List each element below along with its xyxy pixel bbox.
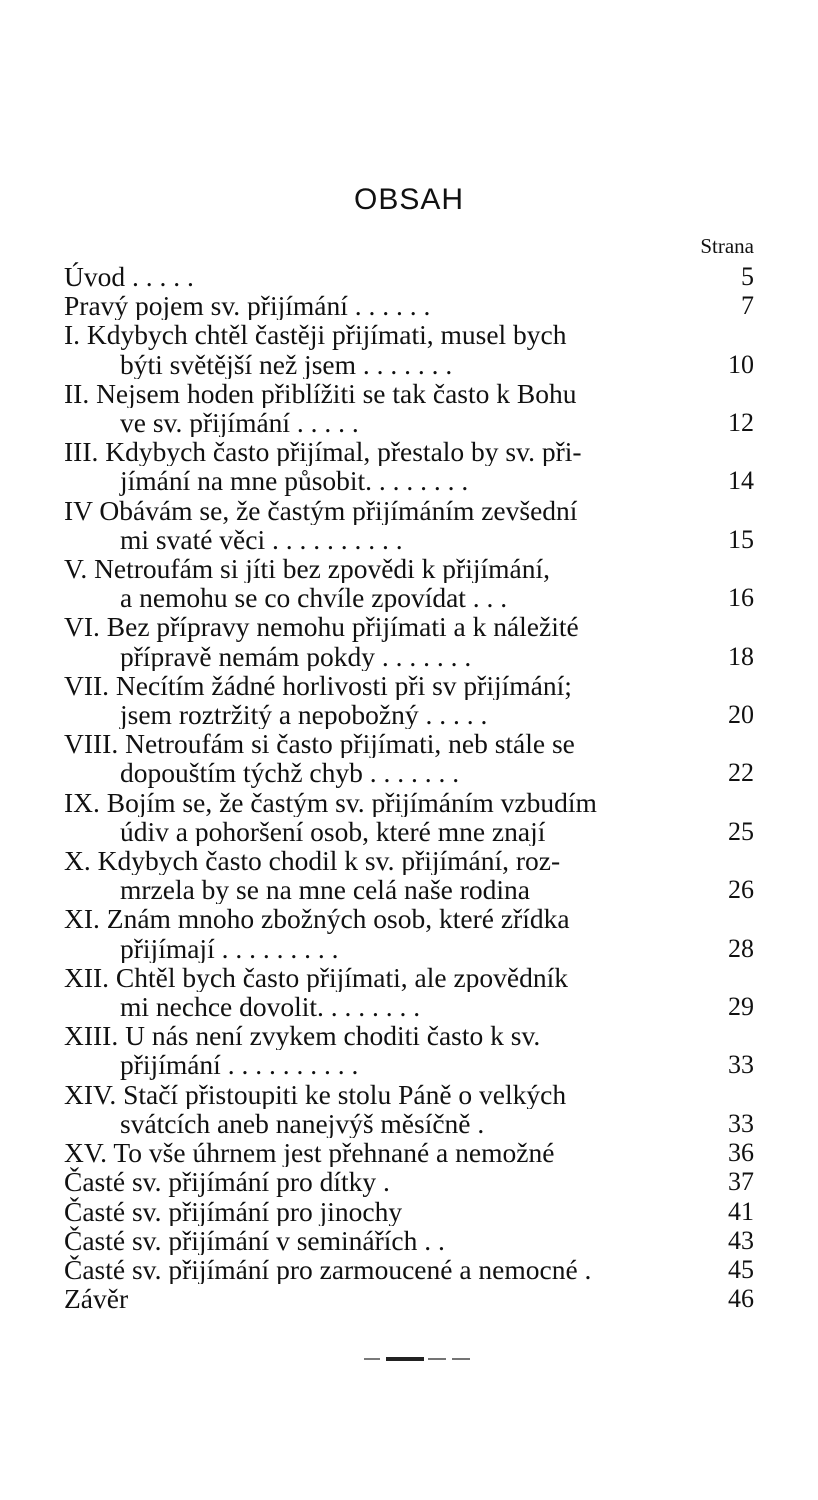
page-column-label: Strana (700, 234, 754, 258)
toc-entry-title-continuation: ve sv. přijímání . . . . . (120, 408, 359, 438)
toc-entry-title: XII. Chtěl bych často přijímati, ale zpovědník (64, 962, 569, 993)
toc-entry (64, 904, 754, 962)
toc-entry-title: V. Netroufám si jíti bez zpovědi k přijímání, (64, 554, 550, 584)
toc-entry-title: IV Obávám se, že častým přijímáním zevšední (64, 495, 578, 525)
toc-entry-title-continuation: mi svaté věci . . . . . . . . . . (120, 524, 403, 555)
toc-entry (64, 379, 754, 437)
toc-entry-title-continuation: jsem roztržitý a nepobožný . . . . . (120, 700, 488, 730)
toc-entry-page-number: 41 (728, 1196, 754, 1226)
page-title: OBSAH (353, 183, 465, 216)
toc-entry (64, 291, 754, 320)
toc-entry-title: XI. Znám mnoho zbožných osob, které zřídka (64, 904, 570, 934)
toc-entry-title-continuation: přijímají . . . . . . . . . (120, 933, 339, 963)
toc-entry (64, 1284, 754, 1313)
toc-entry-page-number: 12 (728, 408, 754, 438)
toc-entry-title-continuation: mrzela by se na mne celá naše rodina (120, 875, 531, 905)
table-of-contents (64, 262, 754, 1313)
toc-entry-page-number: 26 (728, 875, 754, 905)
toc-entry-title-continuation: dopouštím týchž chyb . . . . . . . (120, 758, 460, 788)
toc-entry-title-continuation: svátcích aneb nanejvýš měsíčně . (120, 1108, 485, 1139)
toc-entry (64, 729, 754, 787)
toc-entry-title-continuation: přípravě nemám pokdy . . . . . . . (120, 641, 472, 671)
toc-entry-title: X. Kdybych často chodil k sv. přijímání, roz- (64, 846, 561, 876)
toc-entry (64, 1080, 754, 1138)
toc-entry (64, 554, 754, 612)
toc-entry-page-number: 37 (728, 1167, 754, 1197)
toc-entry-title-continuation: jímání na mne působit. . . . . . . . (120, 466, 469, 496)
toc-entry-title: Pravý pojem sv. přijímání . . . . . . (64, 291, 431, 321)
toc-entry-title-continuation: býti světější než jsem . . . . . . . (120, 349, 453, 379)
toc-entry (64, 262, 754, 291)
toc-entry-title: Časté sv. přijímání v seminářích . . (64, 1225, 445, 1255)
toc-entry (64, 963, 754, 1021)
toc-entry-page-number: 10 (728, 349, 754, 379)
toc-entry-page-number: 33 (728, 1050, 754, 1080)
toc-entry (64, 846, 754, 904)
toc-entry-title-continuation: přijímání . . . . . . . . . . (120, 1050, 359, 1080)
toc-entry (64, 612, 754, 670)
end-ornament-icon (362, 1354, 472, 1362)
toc-entry-title-continuation: údiv a pohoršení osob, které mne znají (120, 816, 546, 847)
toc-entry-title: Časté sv. přijímání pro jinochy (64, 1196, 403, 1226)
toc-entry-title: XIII. U nás není zvykem choditi často k sv. (64, 1021, 541, 1051)
toc-entry-page-number: 46 (728, 1284, 754, 1314)
toc-entry-page-number: 29 (728, 992, 754, 1022)
toc-entry-page-number: 43 (728, 1225, 754, 1255)
toc-entry-title: I. Kdybych chtěl častěji přijímati, musel bych (64, 320, 567, 350)
toc-entry-title: XV. To vše úhrnem jest přehnané a nemožné (64, 1138, 555, 1168)
toc-entry (64, 1197, 754, 1226)
toc-entry-title-continuation: mi nechce dovolit. . . . . . . . (120, 992, 421, 1022)
toc-entry (64, 320, 754, 378)
toc-entry (64, 671, 754, 729)
toc-entry-page-number: 20 (728, 700, 754, 730)
toc-entry (64, 788, 754, 846)
toc-entry-title: IX. Bojím se, že častým sv. přijímáním vzbudím (64, 787, 597, 817)
toc-entry (64, 1138, 754, 1167)
toc-entry-page-number: 22 (728, 758, 754, 788)
toc-entry-page-number: 36 (728, 1138, 754, 1168)
toc-entry (64, 1167, 754, 1196)
toc-entry-title: Časté sv. přijímání pro zarmoucené a nemocné . (64, 1254, 592, 1285)
toc-entry-title-continuation: a nemohu se co chvíle zpovídat . . . (120, 583, 508, 613)
toc-entry-title: Časté sv. přijímání pro dítky . (64, 1167, 390, 1197)
toc-entry-page-number: 18 (728, 641, 754, 671)
toc-entry-title: VIII. Netroufám si často přijímati, neb stále se (64, 729, 575, 759)
toc-entry-page-number: 33 (728, 1108, 754, 1138)
toc-entry-page-number: 7 (741, 291, 754, 321)
toc-entry-title: Úvod . . . . . (64, 262, 194, 292)
toc-entry-page-number: 16 (728, 583, 754, 613)
toc-entry-page-number: 25 (728, 816, 754, 846)
toc-entry-title: VII. Necítím žádné horlivosti při sv přijímání; (64, 670, 572, 701)
toc-entry-page-number: 45 (728, 1254, 754, 1284)
toc-entry-page-number: 5 (741, 262, 754, 291)
toc-entry-title: III. Kdybych často přijímal, přestalo by sv. při- (64, 437, 582, 467)
toc-entry (64, 496, 754, 554)
toc-entry-title: Závěr (64, 1284, 129, 1314)
toc-entry-title: VI. Bez přípravy nemohu přijímati a k náležité (64, 612, 579, 642)
toc-entry (64, 1226, 754, 1255)
toc-entry (64, 437, 754, 495)
toc-entry (64, 1255, 754, 1284)
toc-entry-title: XIV. Stačí přistoupiti ke stolu Páně o velkých (64, 1079, 567, 1109)
toc-entry (64, 1021, 754, 1079)
toc-entry-page-number: 14 (728, 466, 754, 496)
toc-entry-title: II. Nejsem hoden přiblížiti se tak často k Bohu (64, 378, 577, 409)
toc-entry-page-number: 15 (728, 524, 754, 554)
toc-entry-page-number: 28 (728, 933, 754, 963)
